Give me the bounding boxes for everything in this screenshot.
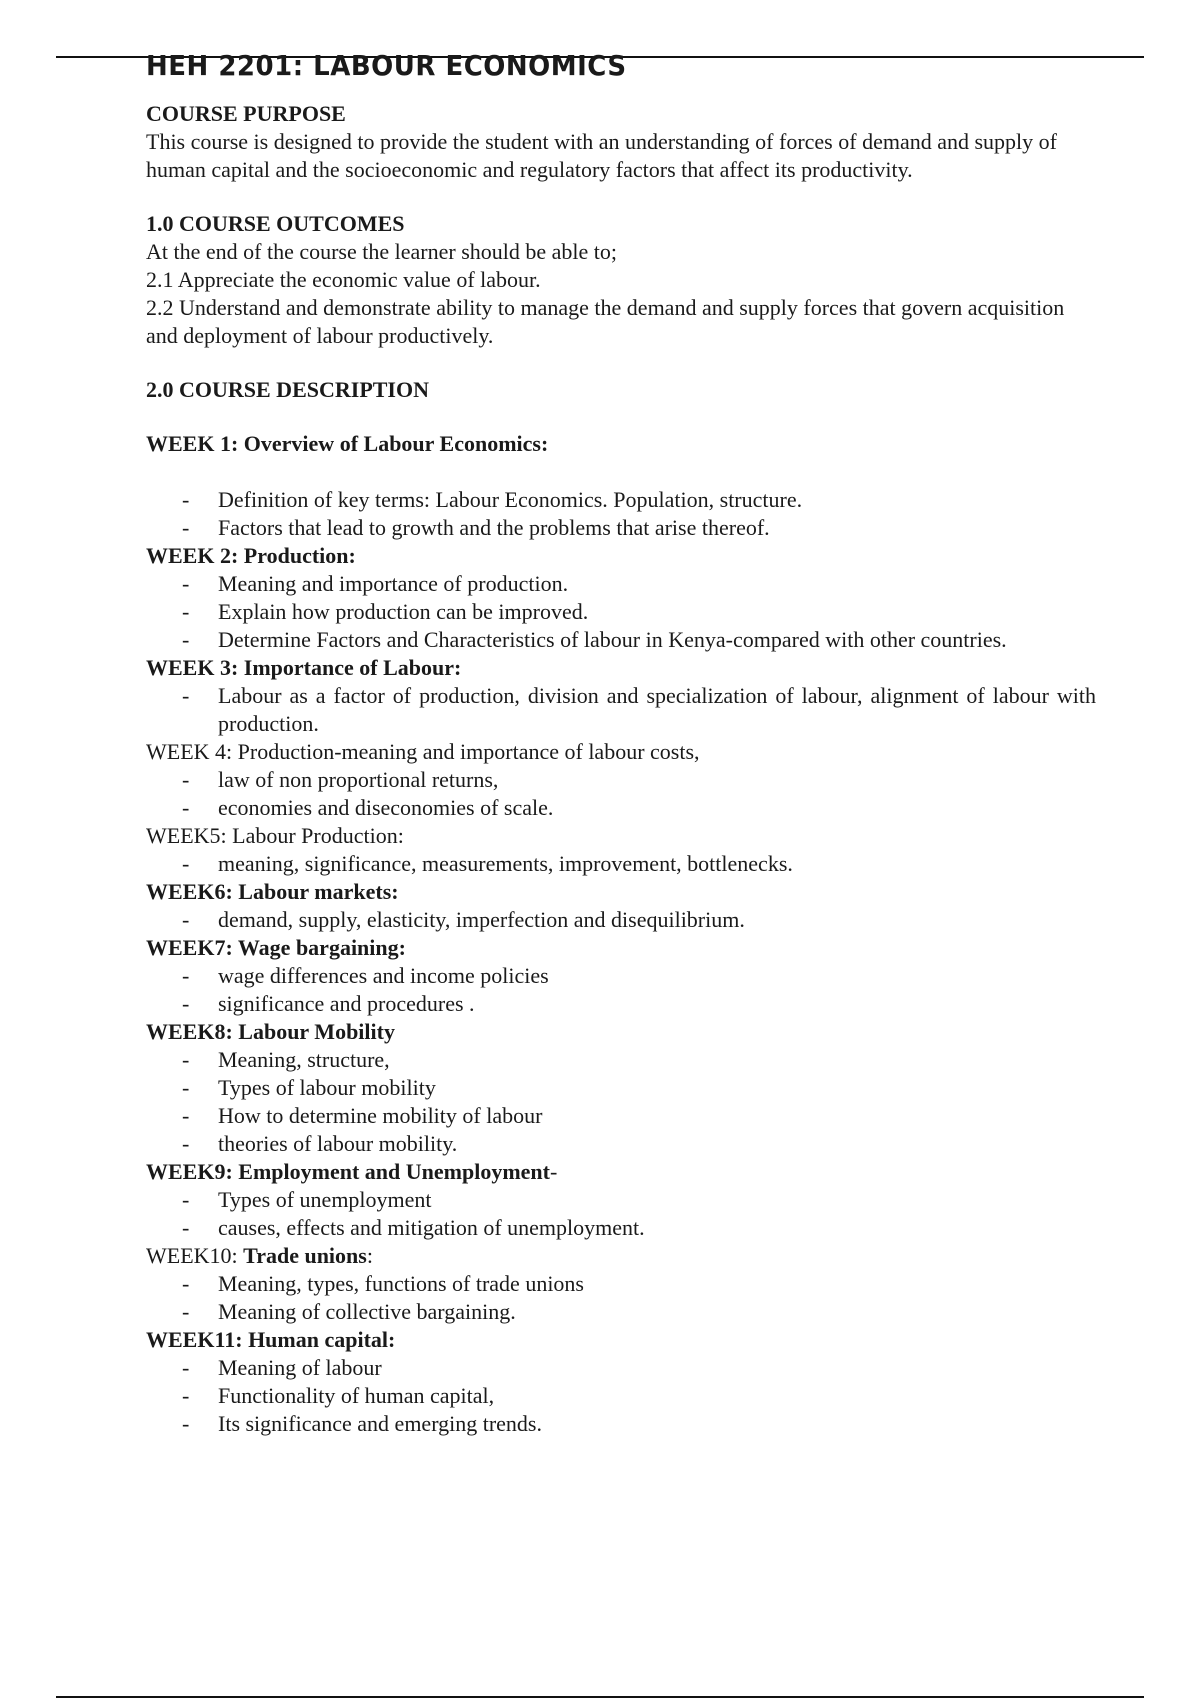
- course-outcomes-heading: 1.0 COURSE OUTCOMES: [146, 211, 405, 236]
- week-4-heading: [146, 738, 1096, 766]
- dash-bullet: -: [182, 1355, 190, 1380]
- bottom-rule: [56, 1696, 1144, 1698]
- week-label: WEEK11: Human capital:: [146, 1327, 396, 1352]
- week-label: WEEK 4: Production-meaning and importance of labour costs,: [146, 739, 700, 764]
- week-10-heading: [146, 1242, 1096, 1270]
- dash-bullet: -: [182, 1187, 190, 1212]
- list-item: [146, 1214, 1096, 1242]
- list-item: [146, 682, 1096, 738]
- course-outcomes-intro: At the end of the course the learner should be able to;: [146, 239, 618, 264]
- week-6-heading: [146, 878, 1096, 906]
- course-outcome-item: 2.1 Appreciate the economic value of labour.: [146, 267, 541, 292]
- list-item: [146, 1270, 1096, 1298]
- dash-bullet: -: [182, 487, 190, 512]
- topic-text: Functionality of human capital,: [218, 1383, 495, 1408]
- week-10-topics: [146, 1270, 1096, 1326]
- topic-text: Definition of key terms: Labour Economics. Population, structure.: [218, 487, 803, 512]
- topic-text: significance and procedures .: [218, 991, 475, 1016]
- week-label: WEEK6: Labour markets:: [146, 879, 399, 904]
- dash-bullet: -: [182, 907, 190, 932]
- dash-bullet: -: [182, 795, 190, 820]
- dash-bullet: -: [182, 1299, 190, 1324]
- dash-bullet: -: [182, 1103, 190, 1128]
- week-7-heading: [146, 934, 1096, 962]
- list-item: [146, 1102, 1096, 1130]
- week-3-topics: [146, 682, 1096, 738]
- week-label-suffix: -: [549, 1159, 558, 1184]
- list-item: [146, 1382, 1096, 1410]
- list-item: [146, 1354, 1096, 1382]
- week-5-heading: [146, 822, 1096, 850]
- dash-bullet: -: [182, 1131, 190, 1156]
- topic-text: Types of labour mobility: [218, 1075, 436, 1100]
- dash-bullet: -: [182, 963, 190, 988]
- list-item: [146, 1046, 1096, 1074]
- week-9-heading: [146, 1158, 1096, 1186]
- list-item: [146, 514, 1096, 542]
- week-3-heading: [146, 654, 1096, 682]
- topic-text: meaning, significance, measurements, improvement, bottlenecks.: [218, 851, 793, 876]
- list-item: [146, 906, 1096, 934]
- weekly-schedule: [146, 430, 1096, 1438]
- topic-text: Meaning of labour: [218, 1355, 382, 1380]
- dash-bullet: -: [182, 1383, 190, 1408]
- week-9-topics: [146, 1186, 1096, 1242]
- dash-bullet: -: [182, 851, 190, 876]
- dash-bullet: -: [182, 599, 190, 624]
- dash-bullet: -: [182, 571, 190, 596]
- topic-text: Labour as a factor of production, division and specialization of labour, alignment of labour with production.: [218, 683, 1096, 736]
- list-item: [146, 486, 1096, 514]
- list-item: [146, 850, 1096, 878]
- list-item: [146, 1186, 1096, 1214]
- list-item: [146, 626, 1096, 654]
- topic-text: causes, effects and mitigation of unemployment.: [218, 1215, 645, 1240]
- list-item: [146, 570, 1096, 598]
- topic-text: How to determine mobility of labour: [218, 1103, 543, 1128]
- list-item: [146, 766, 1096, 794]
- document-body: [146, 50, 1096, 1438]
- dash-bullet: -: [182, 991, 190, 1016]
- week-8-topics: [146, 1046, 1096, 1158]
- course-outcome-item: 2.2 Understand and demonstrate ability to manage the demand and supply forces that govern acquisition and deployment of labour productively.: [146, 295, 1065, 348]
- topic-text: Types of unemployment: [218, 1187, 432, 1212]
- week-label: WEEK8: Labour Mobility: [146, 1019, 395, 1044]
- course-description-heading: 2.0 COURSE DESCRIPTION: [146, 377, 429, 402]
- dash-bullet: -: [182, 1047, 190, 1072]
- week-label: WEEK5: Labour Production:: [146, 823, 404, 848]
- course-outcomes-section: [146, 210, 1096, 350]
- week-label: WEEK9: Employment and Unemployment: [146, 1159, 550, 1184]
- topic-text: Determine Factors and Characteristics of labour in Kenya-compared with other countries.: [218, 627, 1007, 652]
- week-11-topics: [146, 1354, 1096, 1438]
- course-purpose-section: [146, 100, 1096, 184]
- topic-text: Its significance and emerging trends.: [218, 1411, 542, 1436]
- week-label-suffix: :: [366, 1243, 373, 1268]
- list-item: [146, 962, 1096, 990]
- dash-bullet: -: [182, 767, 190, 792]
- week-label: WEEK 2: Production:: [146, 543, 356, 568]
- week-5-topics: [146, 850, 1096, 878]
- topic-text: law of non proportional returns,: [218, 767, 499, 792]
- dash-bullet: -: [182, 1271, 190, 1296]
- list-item: [146, 598, 1096, 626]
- topic-text: Factors that lead to growth and the problems that arise thereof.: [218, 515, 770, 540]
- dash-bullet: -: [182, 1075, 190, 1100]
- topic-text: economies and diseconomies of scale.: [218, 795, 554, 820]
- week-7-topics: [146, 962, 1096, 1018]
- dash-bullet: -: [182, 1215, 190, 1240]
- dash-bullet: -: [182, 627, 190, 652]
- week-2-topics: [146, 570, 1096, 654]
- topic-text: Explain how production can be improved.: [218, 599, 589, 624]
- week-label: WEEK 1: Overview of Labour Economics:: [146, 431, 549, 456]
- dash-bullet: -: [182, 683, 190, 708]
- dash-bullet: -: [182, 515, 190, 540]
- course-title: HEH 2201: LABOUR ECONOMICS: [146, 51, 627, 83]
- week-8-heading: [146, 1018, 1096, 1046]
- topic-text: Meaning, types, functions of trade unions: [218, 1271, 584, 1296]
- week-label-emphasis: Trade unions: [243, 1243, 367, 1268]
- week-4-topics: [146, 766, 1096, 822]
- list-item: [146, 794, 1096, 822]
- week-label: WEEK10:: [146, 1243, 244, 1268]
- topic-text: Meaning and importance of production.: [218, 571, 569, 596]
- list-item: [146, 1074, 1096, 1102]
- topic-text: demand, supply, elasticity, imperfection and disequilibrium.: [218, 907, 745, 932]
- week-2-heading: [146, 542, 1096, 570]
- list-item: [146, 1130, 1096, 1158]
- topic-text: theories of labour mobility.: [218, 1131, 458, 1156]
- topic-text: Meaning, structure,: [218, 1047, 390, 1072]
- dash-bullet: -: [182, 1411, 190, 1436]
- list-item: [146, 1410, 1096, 1438]
- week-1-topics: [146, 486, 1096, 542]
- week-1-heading: [146, 430, 1096, 458]
- week-11-heading: [146, 1326, 1096, 1354]
- list-item: [146, 1298, 1096, 1326]
- list-item: [146, 990, 1096, 1018]
- topic-text: Meaning of collective bargaining.: [218, 1299, 516, 1324]
- week-label: WEEK7: Wage bargaining:: [146, 935, 406, 960]
- week-label: WEEK 3: Importance of Labour:: [146, 655, 462, 680]
- week-6-topics: [146, 906, 1096, 934]
- topic-text: wage differences and income policies: [218, 963, 549, 988]
- course-purpose-heading: COURSE PURPOSE: [146, 101, 346, 126]
- course-purpose-text: This course is designed to provide the student with an understanding of forces of demand and supply of human capital and the socioeconomic and regulatory factors that affect its productivity.: [146, 129, 1057, 182]
